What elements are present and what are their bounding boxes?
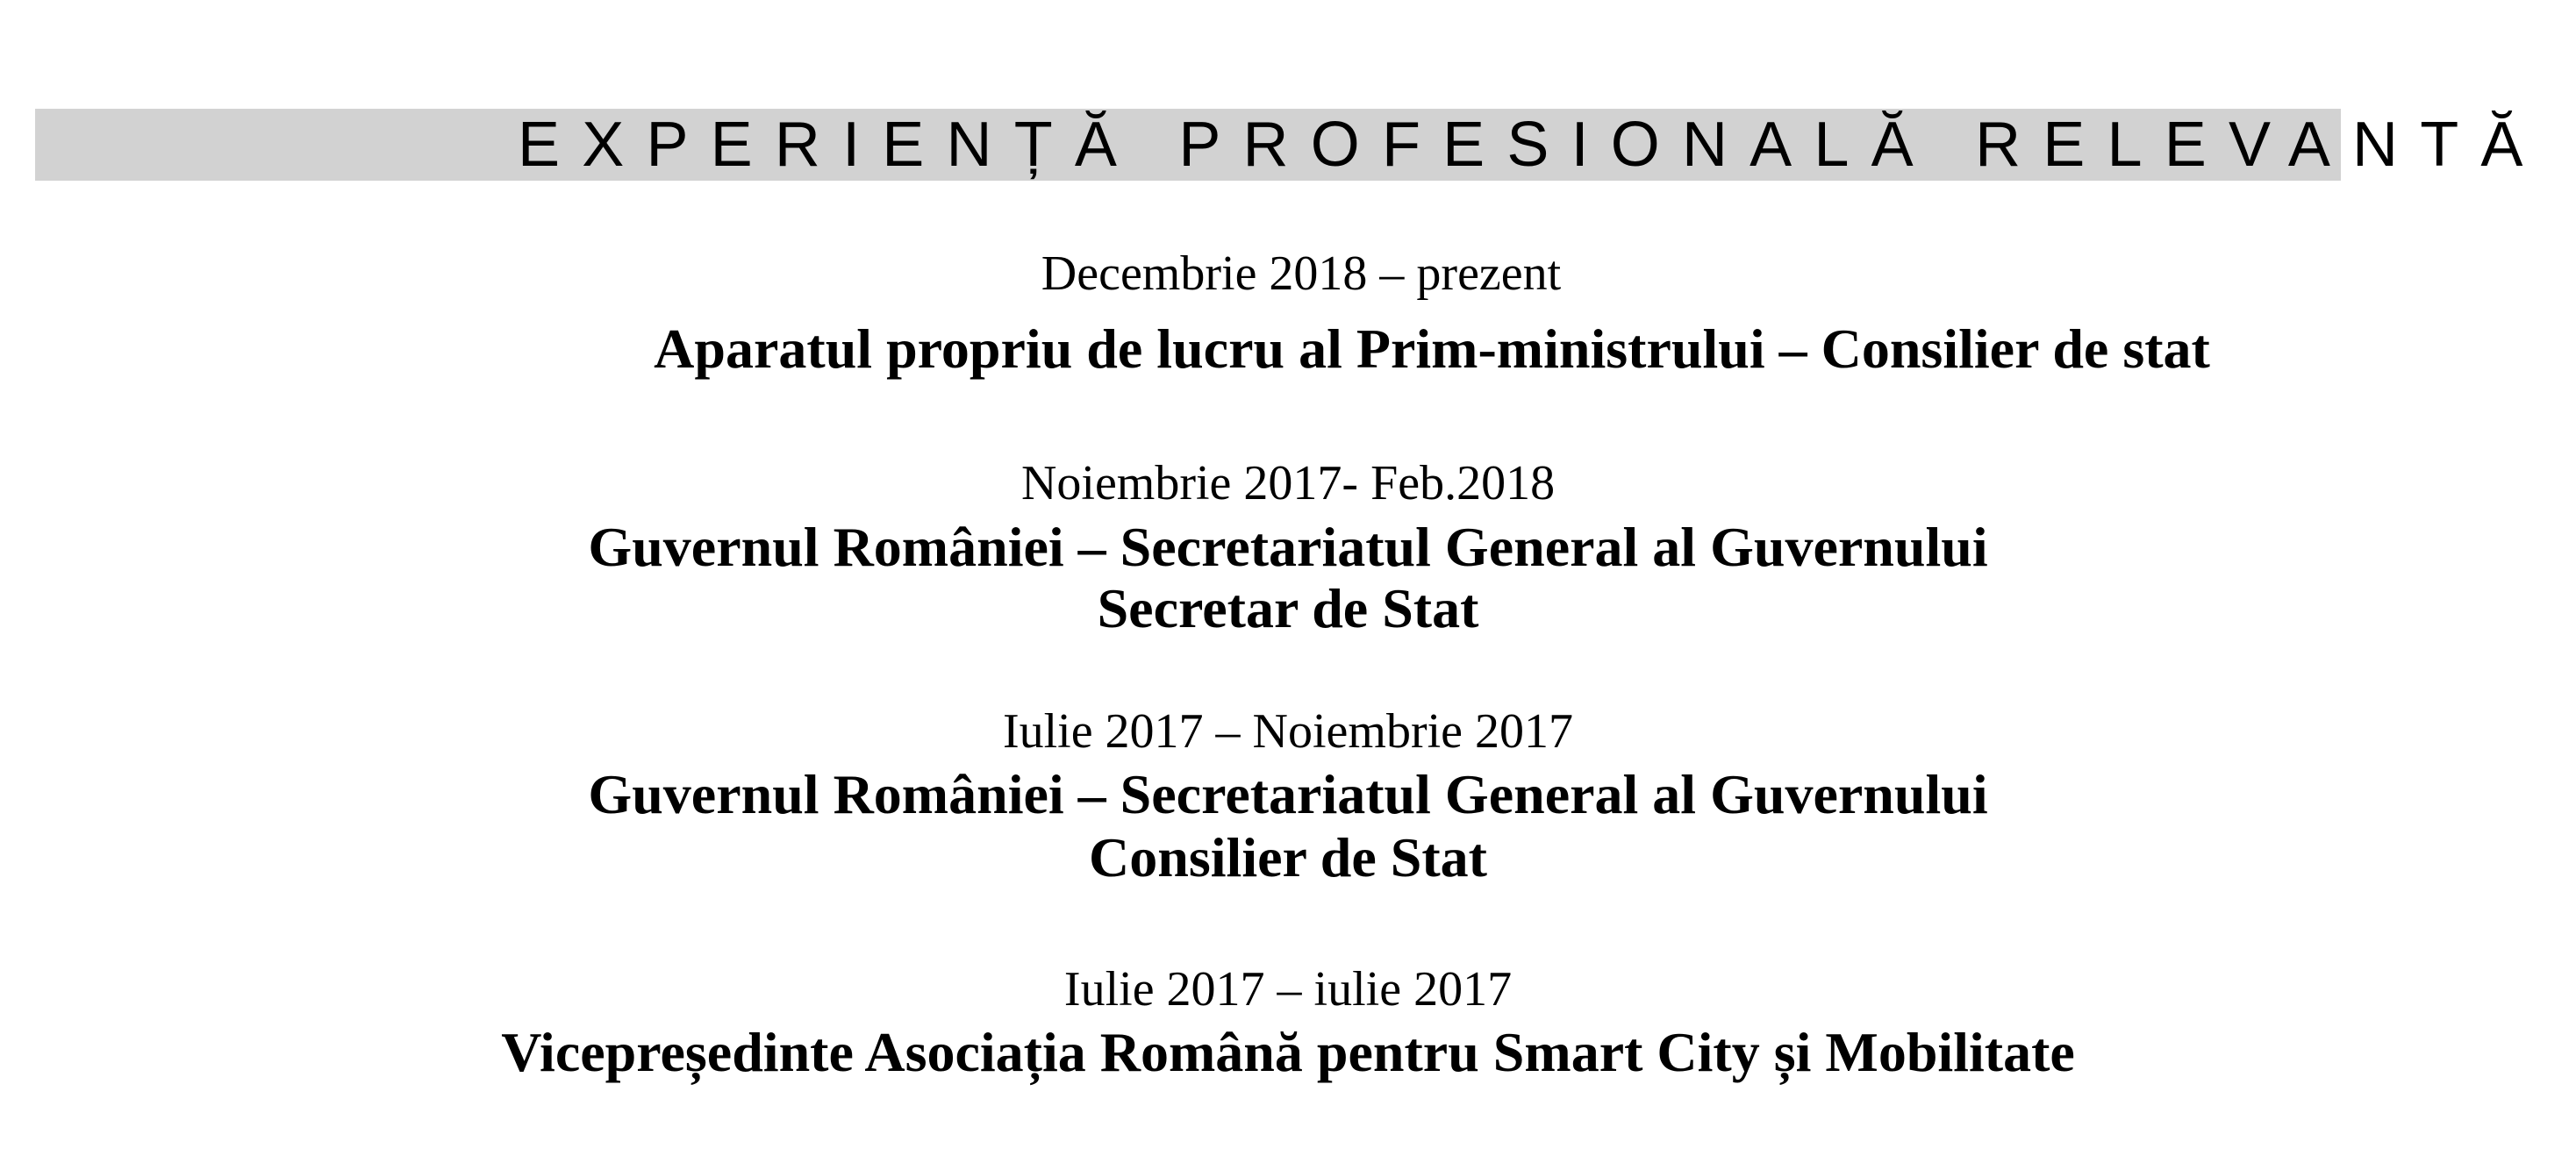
entry-position: Secretar de Stat	[1097, 577, 1479, 639]
entry-organization: Aparatul propriu de lucru al Prim-ministrului – Consilier de stat	[654, 317, 2210, 380]
entry-period: Noiembrie 2017- Feb.2018	[1020, 456, 1556, 510]
entry-position: Vicepreședinte Asociația Română pentru Smart City și Mobilitate	[501, 1021, 2075, 1083]
entry-period: Decembrie 2018 – prezent	[1041, 246, 1562, 301]
entry-period: Iulie 2017 – iulie 2017	[1063, 962, 1513, 1017]
entry-position: Consilier de Stat	[1089, 826, 1487, 888]
entry-period: Iulie 2017 – Noiembrie 2017	[1002, 704, 1574, 759]
section-title: EXPERIENȚĂ PROFESIONALĂ RELEVANTĂ	[518, 110, 2545, 180]
entry-organization: Guvernul României – Secretariatul General al Guvernului	[588, 763, 1988, 825]
entry-organization: Guvernul României – Secretariatul General al Guvernului	[588, 516, 1988, 578]
